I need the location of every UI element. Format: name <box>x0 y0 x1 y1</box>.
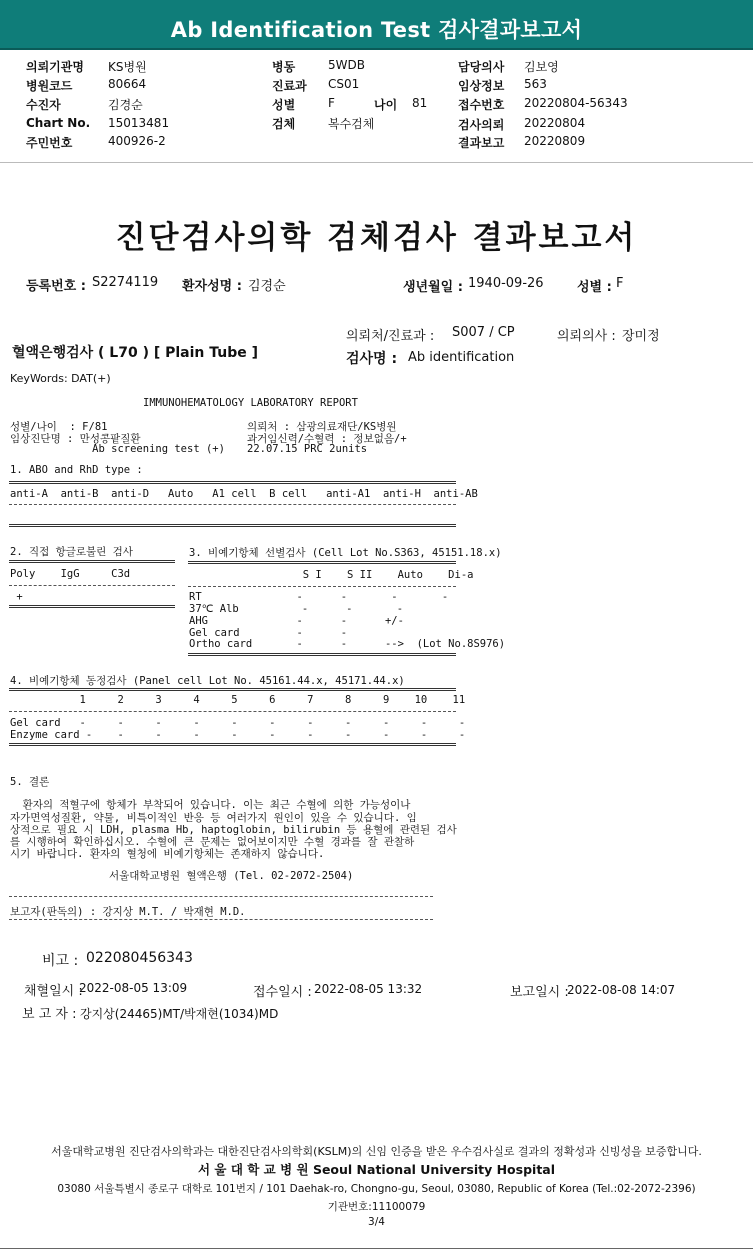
info-label: 임상정보 <box>458 79 505 93</box>
diagnosis: 임상진단명 : 만성콩팥질환 <box>10 433 141 445</box>
section2-title: 2. 직접 항글로불린 검사 <box>10 546 133 558</box>
screen-row: AHG - - +/- <box>189 615 404 627</box>
conclusion-line: 자가면역성질환, 약물, 비특이적인 반응 등 여러가지 원인이 있을 수 있습니다. 임 <box>10 812 417 824</box>
screening-result: Ab screening test (+) <box>10 443 225 455</box>
requester: 의뢰처 : 삼광의료재단/KS병원 <box>247 421 397 433</box>
sex-value: F <box>616 276 624 291</box>
section3-title: 3. 비예기항체 선별검사 (Cell Lot No.S363, 45151.18.x) <box>189 547 502 559</box>
info-value: CS01 <box>328 77 360 91</box>
hospital-name: 서 울 대 학 교 병 원 Seoul National University Hospital <box>197 1162 556 1177</box>
age-label: 나이 <box>374 98 398 112</box>
conclusion-line: 시기 바랍니다. 환자의 혈청에 비예기항체는 존재하지 않습니다. <box>10 848 325 860</box>
lab-title: IMMUNOHEMATOLOGY LABORATORY REPORT <box>143 397 358 409</box>
info-value: 15013481 <box>108 116 170 130</box>
section1-title: 1. ABO and RhD type : <box>10 464 143 476</box>
divider <box>9 919 433 920</box>
conclusion-line: 를 시행하여 확인하십시오. 수혈에 큰 문제는 없어보이지만 수혈 경과를 잘 관찰하 <box>10 836 415 848</box>
test-group: 혈액은행검사 ( L70 ) [ Plain Tube ] <box>12 345 259 361</box>
info-label: 검체 <box>272 117 296 131</box>
collect-label: 채혈일시 : <box>24 984 83 999</box>
info-label: 접수번호 <box>458 98 505 112</box>
dat-header: Poly IgG C3d <box>10 568 131 580</box>
divider <box>9 504 456 505</box>
name-label: 환자성명 : <box>182 279 242 294</box>
document-title: 진단검사의학 검체검사 결과보고서 <box>115 220 638 256</box>
divider <box>9 711 456 712</box>
dept-value: S007 / CP <box>452 325 515 340</box>
report-label: 보고일시 : <box>510 985 569 1000</box>
test-name-value: Ab identification <box>408 350 515 365</box>
dob-label: 생년월일 : <box>403 280 463 295</box>
page-number: 3/4 <box>368 1216 385 1228</box>
info-label: 담당의사 <box>458 60 505 74</box>
info-label: 검사의뢰 <box>458 118 505 132</box>
info-label: 성별 <box>272 98 296 112</box>
info-value: 복수검체 <box>328 117 375 131</box>
info-label: 진료과 <box>272 79 307 93</box>
divider <box>9 560 175 563</box>
reg-value: S2274119 <box>92 275 159 290</box>
info-value: 20220809 <box>524 134 586 148</box>
divider <box>9 743 456 746</box>
info-value: 400926-2 <box>108 134 166 148</box>
dat-row: + <box>10 591 23 603</box>
section5-title: 5. 결론 <box>10 776 50 788</box>
dept-label: 의뢰처/진료과 : <box>346 329 435 344</box>
screen-row: 37℃ Alb - - - <box>189 603 404 615</box>
certification-notice: 서울대학교병원 진단검사의학과는 대한진단검사의학회(KSLM)의 신임 인증을 받은 우수검사실로 결과의 정확성과 신빙성을 보증합니다. <box>51 1145 702 1158</box>
divider <box>188 653 456 656</box>
panel-row: Gel card - - - - - - - - - - - <box>10 717 466 729</box>
header-info <box>0 0 753 160</box>
divider <box>9 524 456 527</box>
info-value: 김보영 <box>524 60 559 74</box>
info-label: 병동 <box>272 60 296 74</box>
page-border <box>0 1248 753 1249</box>
section4-title: 4. 비예기항체 동정검사 (Panel cell Lot No. 45161.44.x, 45171.44.x) <box>10 675 405 687</box>
info-label: 주민번호 <box>26 136 73 150</box>
info-label: 의뢰기관명 <box>26 60 84 74</box>
age-value: 81 <box>412 96 428 110</box>
info-value: 김경순 <box>108 98 143 112</box>
info-label: 결과보고 <box>458 136 505 150</box>
reg-label: 등록번호 : <box>26 279 86 294</box>
info-value: 5WDB <box>328 58 365 72</box>
report-value: 2022-08-08 14:07 <box>567 983 676 997</box>
name-value: 김경순 <box>248 279 286 294</box>
remark-label: 비고 : <box>42 953 79 969</box>
info-value: 80664 <box>108 77 147 91</box>
test-name-label: 검사명 : <box>346 351 398 367</box>
screen-header: S I S II Auto Di-a <box>189 569 474 581</box>
prc-info: 22.07.15 PRC 2units <box>247 443 368 455</box>
reporter-value: 강지상(24465)MT/박재현(1034)MD <box>80 1007 279 1021</box>
conclusion-line: 환자의 적혈구에 항체가 부착되어 있습니다. 이는 최근 수혈에 의한 가능성이나 <box>10 799 411 811</box>
screen-row: Ortho card - - --> (Lot No.8S976) <box>189 638 506 650</box>
receive-label: 접수일시 : <box>253 985 312 1000</box>
divider <box>9 688 456 691</box>
divider <box>9 585 175 586</box>
abo-header: anti-A anti-B anti-D Auto A1 cell B cell anti-A1 anti-H anti-AB <box>10 488 478 500</box>
doctor-value: 장미정 <box>622 329 660 344</box>
divider <box>188 561 456 564</box>
screen-row: RT - - - - <box>189 591 449 603</box>
reporter-label: 보 고 자 : <box>22 1007 77 1022</box>
info-label: Chart No. <box>26 116 91 130</box>
info-value: 563 <box>524 77 547 91</box>
keywords: KeyWords: DAT(+) <box>10 372 111 385</box>
remark-value: 022080456343 <box>86 950 193 966</box>
hospital-address: 03080 서울특별시 종로구 대학로 101번지 / 101 Daehak-ro, Chongno-gu, Seoul, 03080, Republic of Korea (Tel.:02-2072-2396) <box>57 1183 696 1195</box>
receive-value: 2022-08-05 13:32 <box>314 982 423 996</box>
info-value: 20220804 <box>524 116 586 130</box>
banner-title: Ab Identification Test 검사결과보고서 <box>170 18 583 42</box>
divider <box>9 605 175 608</box>
bloodbank-contact: 서울대학교병원 혈액은행 (Tel. 02-2072-2504) <box>109 870 354 882</box>
report-reporter: 보고자(판독의) : 강지상 M.T. / 박재현 M.D. <box>10 906 246 918</box>
doctor-label: 의뢰의사 : <box>557 329 616 344</box>
sex-age: 성별/나이 : F/81 <box>10 421 108 433</box>
panel-row: Enzyme card - - - - - - - - - - - <box>10 729 466 741</box>
collect-value: 2022-08-05 13:09 <box>79 981 188 995</box>
info-label: 병원코드 <box>26 79 73 93</box>
conclusion-line: 상적으로 필요 시 LDH, plasma Hb, haptoglobin, bilirubin 등 용혈에 관련된 검사 <box>10 824 457 836</box>
dob-value: 1940-09-26 <box>468 276 544 291</box>
info-value: KS병원 <box>108 60 147 74</box>
info-value: 20220804-56343 <box>524 96 628 110</box>
institution-number: 기관번호:11100079 <box>327 1201 426 1213</box>
divider <box>9 896 433 897</box>
transfusion-history: 과거임신력/수혈력 : 정보없음/+ <box>247 433 407 445</box>
sex-label: 성별 : <box>577 280 612 295</box>
divider <box>9 481 456 484</box>
header-divider <box>0 162 753 163</box>
info-value: F <box>328 96 335 110</box>
panel-header: 1 2 3 4 5 6 7 8 9 10 11 <box>10 694 466 706</box>
screen-row: Gel card - - <box>189 627 348 639</box>
info-label: 수진자 <box>26 98 61 112</box>
divider <box>188 586 456 587</box>
